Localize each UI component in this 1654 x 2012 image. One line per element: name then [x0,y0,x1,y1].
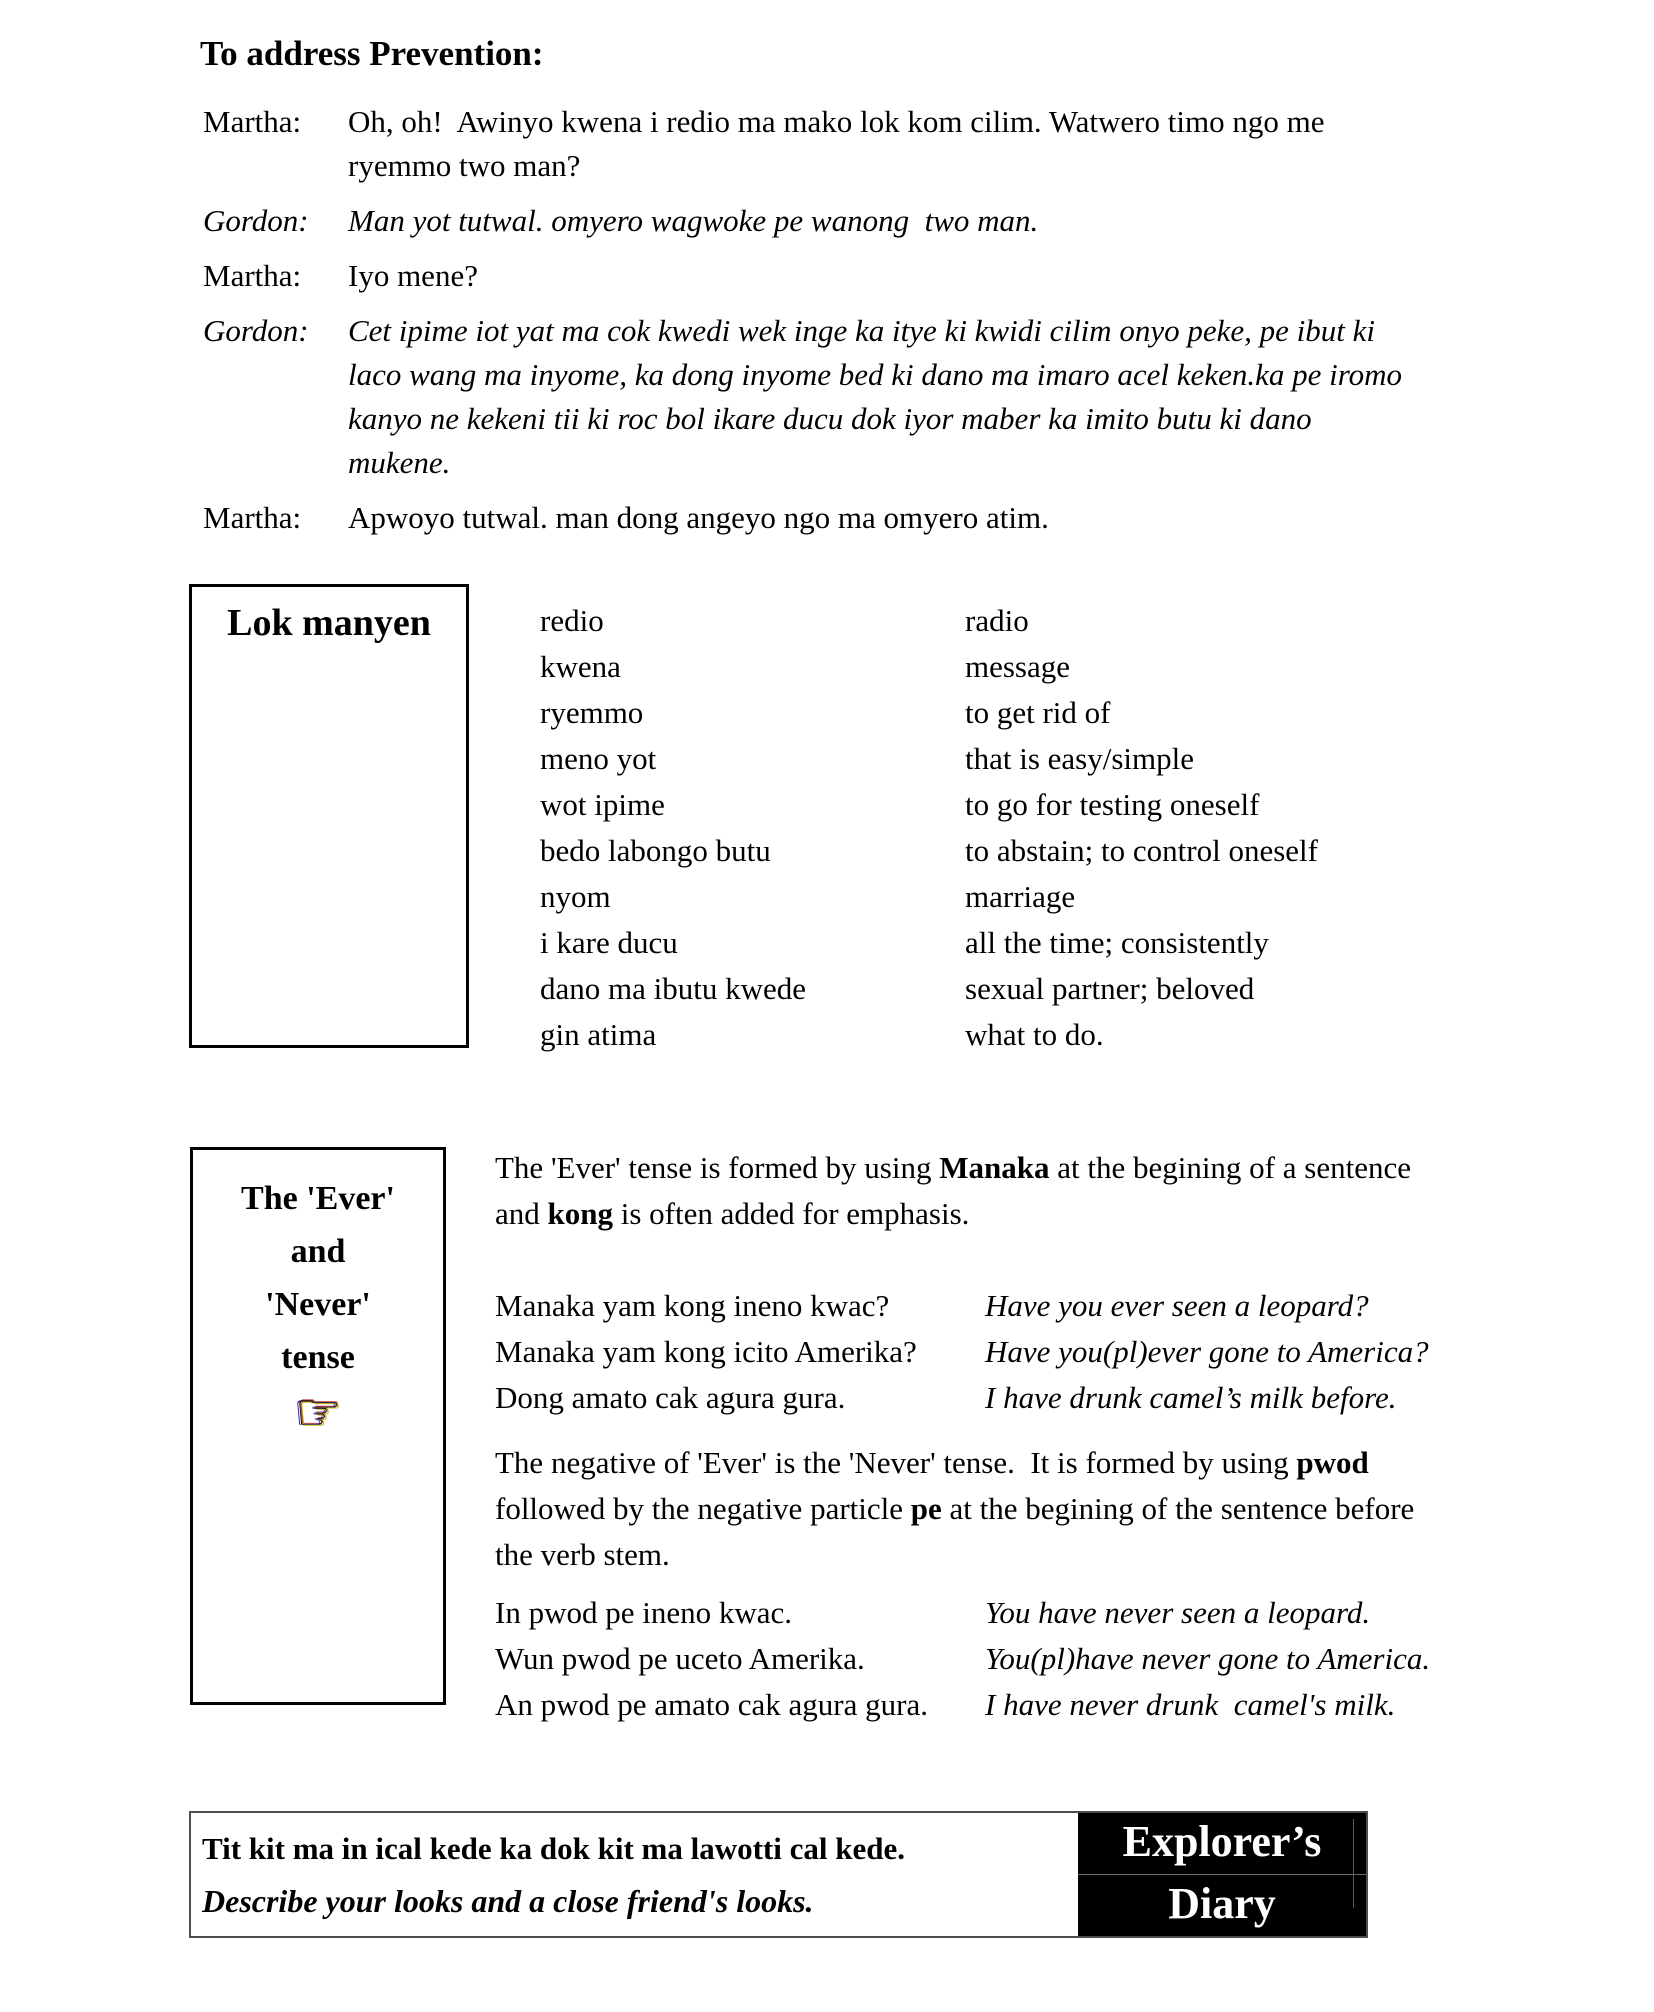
example-english: You(pl)have never gone to America. [985,1641,1431,1676]
rule-text: and [495,1196,548,1231]
dialogue-line: laco wang ma inyome, ka dong inyome bed ki dano ma imaro acel keken.ka pe iromo [348,357,1403,392]
dialogue-text [348,309,1493,485]
acholi-term: bedo labongo butu [540,833,771,868]
acholi-term: gin atima [540,1017,657,1052]
english-translation: that is easy/simple [965,741,1195,776]
speaker-label: Martha: [203,258,302,293]
example-english: I have drunk camel’s milk before. [985,1380,1397,1415]
acholi-term: kwena [540,649,621,684]
dialogue-section [203,100,1493,551]
dialogue-row [203,199,1493,243]
english-translation: to get rid of [965,695,1111,730]
diary-badge-line: Diary [1168,1879,1276,1928]
rule-keyword: pe [910,1491,942,1526]
english-translation: marriage [965,879,1076,914]
grammar-box-title [193,1172,443,1384]
dialogue-line: Iyo mene? [348,258,478,293]
pointing-finger-icon: ☞ [294,1385,342,1442]
acholi-term: wot ipime [540,787,665,822]
dialogue-line: Oh, oh! Awinyo kwena i redio ma mako lok kom cilim. Watwero timo ngo me [348,104,1325,139]
rule-text: at the begining of the sentence before [941,1491,1415,1526]
diary-badge-line: Explorer’s [1078,1813,1366,1875]
speaker-label: Martha: [203,500,302,535]
acholi-term: redio [540,603,604,638]
english-translation: sexual partner; beloved [965,971,1255,1006]
example-row [495,1329,1455,1375]
grammar-box-title-line: 'Never' [265,1286,371,1323]
example-row [495,1590,1455,1636]
example-row [495,1283,1455,1329]
speaker-label: Gordon: [203,313,309,348]
dialogue-line: ryemmo two man? [348,148,581,183]
footer-instruction-acholi: Tit kit ma in ical kede ka dok kit ma lawotti cal kede. [202,1831,905,1866]
vocab-row [540,828,1318,874]
rule-text: The 'Ever' tense is formed by using [495,1150,940,1185]
english-translation: radio [965,603,1029,638]
grammar-box-title-line: tense [281,1339,355,1376]
english-translation: to go for testing oneself [965,787,1260,822]
example-english: I have never drunk camel's milk. [985,1687,1396,1722]
vocab-row [540,598,1318,644]
dialogue-line: Man yot tutwal. omyero wagwoke pe wanong two man. [348,203,1039,238]
vocab-row [540,1012,1318,1058]
vocab-row [540,782,1318,828]
vocab-row [540,644,1318,690]
example-english: Have you ever seen a leopard? [985,1288,1369,1323]
example-row [495,1636,1455,1682]
dialogue-row [203,100,1493,188]
dialogue-line: Cet ipime iot yat ma cok kwedi wek inge ka itye ki kwidi cilim onyo peke, pe ibut ki [348,313,1375,348]
grammar-content [495,1145,1455,1728]
english-translation: all the time; consistently [965,925,1269,960]
example-english: Have you(pl)ever gone to America? [985,1334,1429,1369]
grammar-box-title-line: and [290,1233,346,1270]
dialogue-line: mukene. [348,445,451,480]
ever-examples [495,1283,1455,1421]
rule-text: at the begining of a sentence [1049,1150,1411,1185]
dialogue-text [348,100,1493,188]
rule-text: the verb stem. [495,1537,670,1572]
vocab-row [540,920,1318,966]
acholi-term: ryemmo [540,695,644,730]
dialogue-text [348,199,1493,243]
example-acholi: Manaka yam kong ineno kwac? [495,1288,890,1323]
example-english: You have never seen a leopard. [985,1595,1371,1630]
vocab-list [540,598,1318,1058]
dialogue-line: kanyo ne kekeni tii ki roc bol ikare ducu dok iyor maber ka imito butu ki dano [348,401,1312,436]
rule-text: followed by the negative particle [495,1491,911,1526]
dialogue-text [348,496,1493,540]
acholi-term: meno yot [540,741,657,776]
vocab-row [540,874,1318,920]
vocab-row [540,966,1318,1012]
rule-line [495,1486,1455,1532]
example-acholi: Dong amato cak agura gura. [495,1380,846,1415]
footer-box [189,1811,1368,1938]
english-translation: to abstain; to control oneself [965,833,1318,868]
speaker-label: Martha: [203,104,302,139]
acholi-term: dano ma ibutu kwede [540,971,807,1006]
example-row [495,1682,1455,1728]
rule-line [495,1532,1455,1578]
example-acholi: In pwod pe ineno kwac. [495,1595,792,1630]
rule-keyword: kong [547,1196,613,1231]
vocab-box [189,584,469,1048]
speaker-label: Gordon: [203,203,309,238]
acholi-term: i kare ducu [540,925,678,960]
rule-text: The negative of 'Ever' is the 'Never' tense. It is formed by using [495,1445,1297,1480]
example-acholi: An pwod pe amato cak agura gura. [495,1687,928,1722]
example-acholi: Wun pwod pe uceto Amerika. [495,1641,865,1676]
page-title: To address Prevention: [200,34,544,73]
grammar-box [190,1147,446,1705]
rule-line [495,1440,1455,1486]
never-rule-paragraph [495,1440,1455,1578]
dialogue-text [348,254,1493,298]
example-acholi: Manaka yam kong icito Amerika? [495,1334,917,1369]
rule-keyword: pwod [1296,1445,1369,1480]
dialogue-line: Apwoyo tutwal. man dong angeyo ngo ma omyero atim. [348,500,1049,535]
english-translation: message [965,649,1071,684]
rule-text: is often added for emphasis. [613,1196,970,1231]
acholi-term: nyom [540,879,611,914]
explorers-diary-badge [1078,1813,1366,1936]
footer-instructions [191,1813,1078,1936]
dialogue-row [203,254,1493,298]
vocab-row [540,690,1318,736]
rule-line [495,1145,1455,1191]
english-translation: what to do. [965,1017,1104,1052]
vocab-row [540,736,1318,782]
dialogue-row [203,309,1493,485]
never-examples [495,1590,1455,1728]
footer-instruction-english: Describe your looks and a close friend's looks. [202,1883,814,1919]
dialogue-row [203,496,1493,540]
ever-rule-paragraph [495,1145,1455,1237]
example-row [495,1375,1455,1421]
vocab-box-title: Lok manyen [227,602,431,644]
rule-keyword: Manaka [939,1150,1050,1185]
grammar-box-title-line: The 'Ever' [241,1180,395,1217]
rule-line [495,1191,1455,1237]
